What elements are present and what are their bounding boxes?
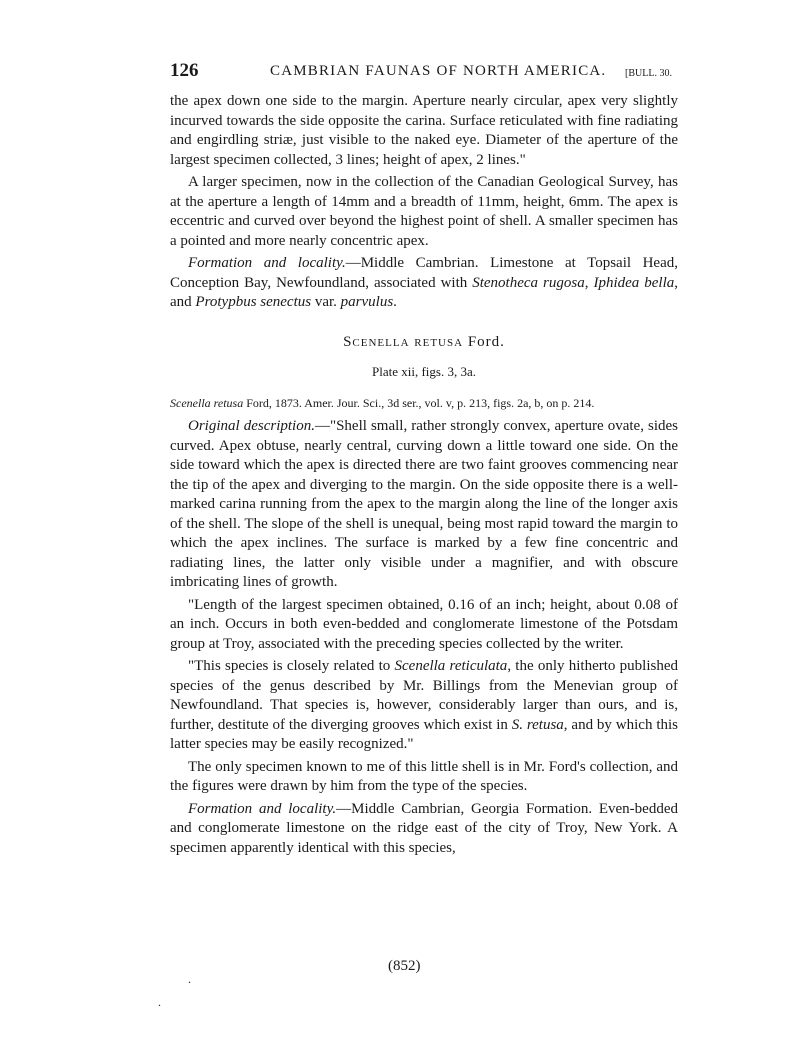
original-description-text: —"Shell small, rather strongly convex, aperture ovate, sides curved. Apex obtuse, nearly central, curving down a little toward one side. On the side toward which the apex is directed there are two faint grooves commencing near the tip of the apex and diverging to the margin. On the side opposite there is a well-marked carina running from the apex to the margin along the line of the longer axis of the shell. The slope of the shell is unequal, being most rapid toward the margin to which the apex inclines. The surface is marked by a few fine concentric and radiating lines, the latter only visible under a magnifier, and with obscure imbricating lines of growth. bbox=[170, 418, 678, 590]
plate-reference: Plate xii, figs. 3, 3a. bbox=[372, 364, 476, 379]
only-specimen-paragraph: The only specimen known to me of this little shell is in Mr. Ford's collection, and the figures were drawn by him from the type of the species. bbox=[170, 758, 678, 794]
citation-details: Ford, 1873. Amer. Jour. Sci., 3d ser., vol. v, p. 213, figs. 2a, b, on p. 214. bbox=[243, 395, 595, 410]
formation-text: —Middle Cambrian, Georgia Formation. Even-bedded and conglomerate limestone on the ridge east of the city of Troy, New York. A specimen apparently identical with this species, bbox=[170, 800, 678, 856]
formation-locality-paragraph-1 bbox=[170, 254, 678, 313]
heading-author: Ford. bbox=[467, 333, 505, 350]
bulletin-reference: [BULL. 30. bbox=[625, 68, 672, 79]
species-name: Protypbus senectus bbox=[195, 294, 312, 310]
separator-text: , and bbox=[170, 274, 679, 310]
signature-mark: (852) bbox=[388, 958, 421, 974]
species-name: parvulus bbox=[340, 294, 394, 310]
separator-text: var. bbox=[311, 294, 341, 310]
continuation-paragraph: the apex down one side to the margin. Aperture nearly circular, apex very slightly incurved towards the side opposite the carina. Surface reticulated with fine radiating and engirdling striæ, just visible to the naked eye. Diameter of the aperture of the largest specimen collected, 3 lines; height of apex, 2 lines." bbox=[170, 93, 678, 168]
larger-specimen-paragraph: A larger specimen, now in the collection of the Canadian Geological Survey, has at the aperture a length of 14mm and a breadth of 11mm, height, 6mm. The apex is eccentric and curved over beyond the highest point of shell. A smaller specimen has a pointed and more nearly concentric apex. bbox=[170, 174, 678, 249]
species-name: Iphidea bella bbox=[593, 274, 675, 291]
species-name: Stenotheca rugosa bbox=[472, 274, 585, 291]
citation-name: Scenella retusa bbox=[170, 395, 244, 410]
running-title: CAMBRIAN FAUNAS OF NORTH AMERICA. bbox=[270, 63, 607, 79]
formation-locality-paragraph-2 bbox=[170, 800, 678, 859]
citation bbox=[170, 394, 678, 414]
formation-label: Formation and locality. bbox=[188, 800, 337, 817]
original-description-label: Original description. bbox=[188, 418, 315, 434]
species-name: S. retusa bbox=[511, 716, 564, 733]
relation-text: , and by which this latter species may be easily recognized." bbox=[170, 716, 678, 752]
separator-text: , bbox=[584, 274, 594, 291]
page-number: 126 bbox=[170, 60, 199, 81]
end-text: . bbox=[393, 294, 397, 310]
measurements-paragraph: "Length of the largest specimen obtained, 0.16 of an inch; height, about 0.08 of an inch. Occurs in both even-bedded and conglomerate limestone of the Potsdam group at Troy, associated with the preceding species collected by the writer. bbox=[170, 596, 678, 652]
formation-text: —Middle Cambrian. Limestone at Topsail Head, Conception Bay, Newfoundland, associated with bbox=[170, 255, 678, 291]
page-header bbox=[170, 60, 690, 84]
stray-mark: . bbox=[188, 972, 191, 986]
heading-species: retusa bbox=[414, 333, 464, 350]
original-description-paragraph bbox=[170, 417, 678, 593]
relation-paragraph bbox=[170, 657, 678, 755]
species-name: Scenella reticulata bbox=[394, 658, 508, 674]
relation-text: , the only hitherto published species of the genus described by Mr. Billings from the Menevian group of Newfoundland. That species is, however, considerably larger than ours, and is, further, destitute of the diverging grooves which exist in bbox=[170, 658, 678, 733]
body-text bbox=[170, 92, 678, 858]
formation-label: Formation and locality. bbox=[188, 255, 346, 271]
stray-mark: . bbox=[158, 995, 161, 1009]
species-heading bbox=[170, 333, 678, 353]
heading-genus: Scenella bbox=[343, 333, 410, 350]
relation-text: "This species is closely related to bbox=[188, 658, 395, 674]
